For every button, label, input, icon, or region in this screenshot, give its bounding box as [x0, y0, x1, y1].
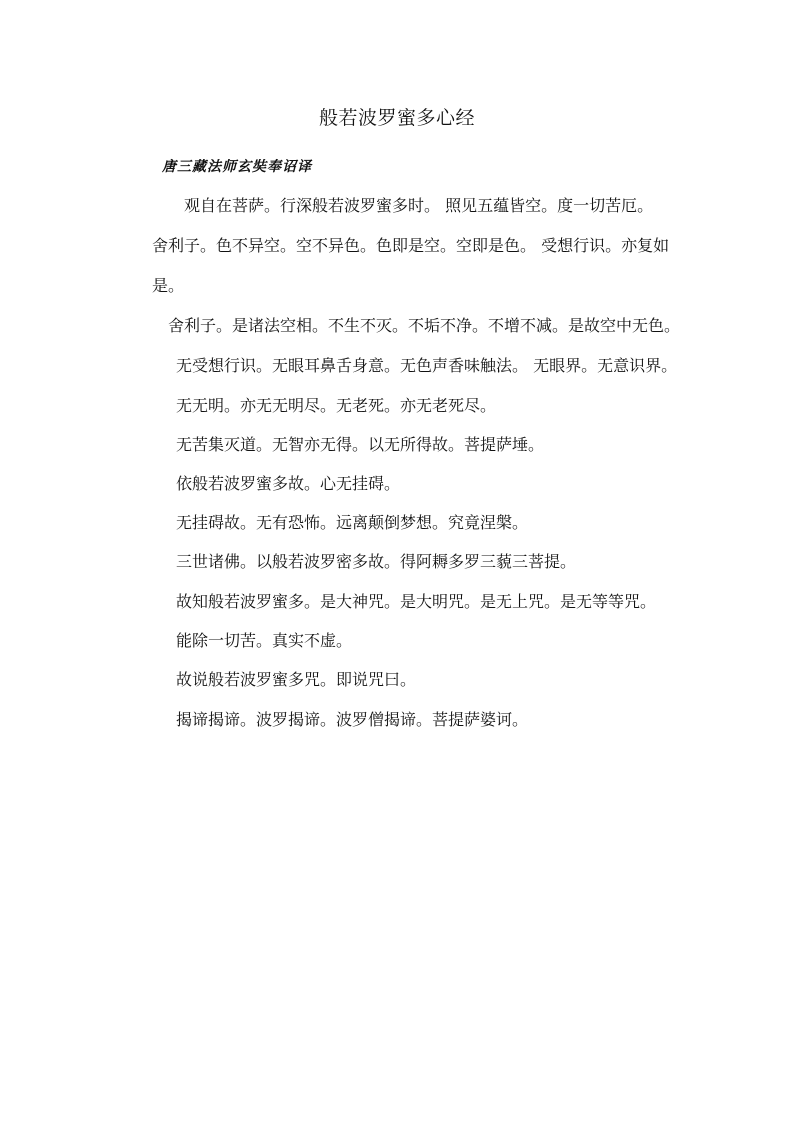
sutra-line: 舍利子。是诸法空相。不生不灭。不垢不净。不增不减。是故空中无色。: [168, 316, 681, 335]
sutra-line: 舍利子。色不异空。空不异色。色即是空。空即是色。 受想行识。亦复如: [152, 236, 670, 255]
sutra-line: 故说般若波罗蜜多咒。即说咒曰。: [176, 670, 417, 689]
sutra-line: 能除一切苦。真实不虚。: [176, 631, 353, 650]
sutra-line: 无苦集灭道。无智亦无得。以无所得故。菩提萨埵。: [176, 435, 545, 454]
document-title: 般若波罗蜜多心经: [318, 107, 475, 129]
translator-credit: 唐三藏法师玄奘奉诏译: [162, 159, 312, 175]
sutra-line: 三世诸佛。以般若波罗密多故。得阿耨多罗三藐三菩提。: [176, 552, 577, 571]
sutra-line: 无无明。亦无无明尽。无老死。亦无老死尽。: [176, 396, 497, 415]
sutra-line: 故知般若波罗蜜多。是大神咒。是大明咒。是无上咒。是无等等咒。: [176, 592, 657, 611]
sutra-line: 依般若波罗蜜多故。心无挂碍。: [176, 474, 401, 493]
sutra-line: 揭谛揭谛。波罗揭谛。波罗僧揭谛。菩提萨婆诃。: [176, 710, 529, 729]
sutra-line: 无受想行识。无眼耳鼻舌身意。无色声香味触法。 无眼界。无意识界。: [176, 356, 678, 375]
sutra-line: 观自在菩萨。行深般若波罗蜜多时。 照见五蕴皆空。度一切苦厄。: [184, 196, 654, 215]
sutra-line: 无挂碍故。无有恐怖。远离颠倒梦想。究竟涅槃。: [176, 513, 529, 532]
sutra-line: 是。: [152, 276, 185, 295]
